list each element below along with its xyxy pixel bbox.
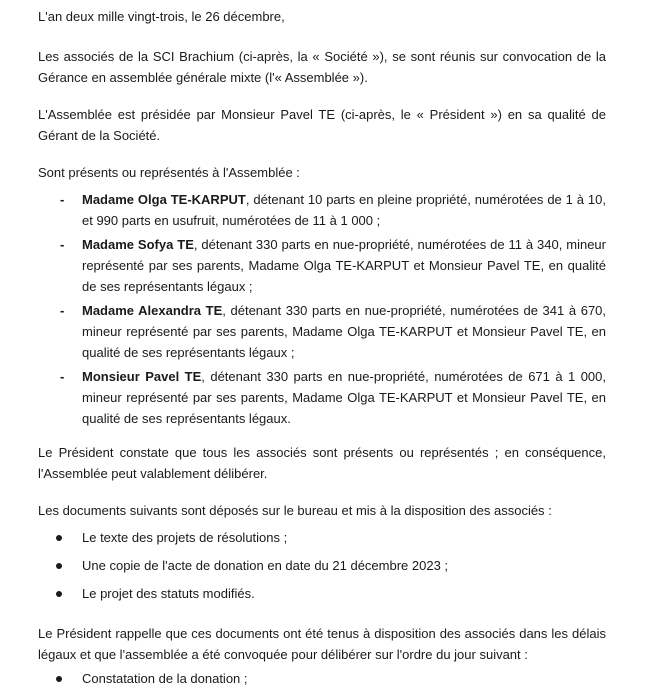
associate-name: Madame Alexandra TE <box>82 303 223 318</box>
document-label: Le projet des statuts modifiés. <box>82 586 255 601</box>
associate-item <box>60 234 606 297</box>
bullet-icon <box>56 563 62 569</box>
associate-item <box>60 366 607 429</box>
document-label: Une copie de l'acte de donation en date du 21 décembre 2023 ; <box>82 558 449 573</box>
presidency-paragraph: L'Assemblée est présidée par Monsieur Pavel TE (ci-après, le « Président ») en sa qualité de Gérant de la Société. <box>38 107 606 143</box>
associate-detail: , détenant 10 parts en pleine propriété, numérotées de 1 à 10, et 990 parts en usufruit, numérotées de 11 à 1 000 ; <box>82 192 606 228</box>
dash-marker: - <box>60 237 65 252</box>
dash-marker: - <box>60 369 65 384</box>
associate-detail: , détenant 330 parts en nue-propriété, numérotées de 671 à 1 000, mineur représenté par ses parents, Madame Olga TE-KARPUT et Monsieur Pavel TE, en qualité de ses représentants légaux. <box>82 369 607 426</box>
reminder-paragraph: Le Président rappelle que ces documents ont été tenus à disposition des associés dans les délais légaux et que l'assemblée a été convoquée pour délibérer sur l'ordre du jour suivant : <box>38 626 606 662</box>
quorum-paragraph: Le Président constate que tous les associés sont présents ou représentés ; en conséquence, l'Assemblée peut valablement délibérer. <box>38 445 606 481</box>
document-list-item <box>82 583 606 604</box>
bullet-icon <box>56 676 62 682</box>
associate-item <box>60 189 606 231</box>
associate-name: Madame Sofya TE <box>82 237 194 252</box>
associate-detail: , détenant 330 parts en nue-propriété, numérotées de 11 à 340, mineur représenté par ses parents, Madame Olga TE-KARPUT et Monsieur Pavel TE, en qualité de ses représentants légaux ; <box>82 237 606 294</box>
date-line: L'an deux mille vingt-trois, le 26 décembre, <box>38 9 285 24</box>
dash-marker: - <box>60 303 65 318</box>
document-label: Le texte des projets de résolutions ; <box>82 530 288 545</box>
bullet-icon <box>56 591 62 597</box>
bullet-icon <box>56 535 62 541</box>
associate-name: Madame Olga TE-KARPUT <box>82 192 246 207</box>
documents-heading: Les documents suivants sont déposés sur le bureau et mis à la disposition des associés : <box>38 503 552 518</box>
dash-marker: - <box>60 192 65 207</box>
document-list-item <box>82 527 606 548</box>
associate-item <box>60 300 607 363</box>
associate-detail: , détenant 330 parts en nue-propriété, numérotées de 341 à 670, mineur représenté par ses parents, Madame Olga TE-KARPUT et Monsieur Pavel TE, en qualité de ses représentants légaux ; <box>82 303 607 360</box>
document-list-item <box>82 555 606 576</box>
agenda-list-item <box>82 668 606 689</box>
intro-paragraph: Les associés de la SCI Brachium (ci-après, la « Société »), se sont réunis sur convocation de la Gérance en assemblée générale mixte (l'« Assemblée »). <box>38 49 606 85</box>
associate-name: Monsieur Pavel TE <box>82 369 202 384</box>
agenda-label: Constatation de la donation ; <box>82 671 248 686</box>
present-heading: Sont présents ou représentés à l'Assemblée : <box>38 165 300 180</box>
